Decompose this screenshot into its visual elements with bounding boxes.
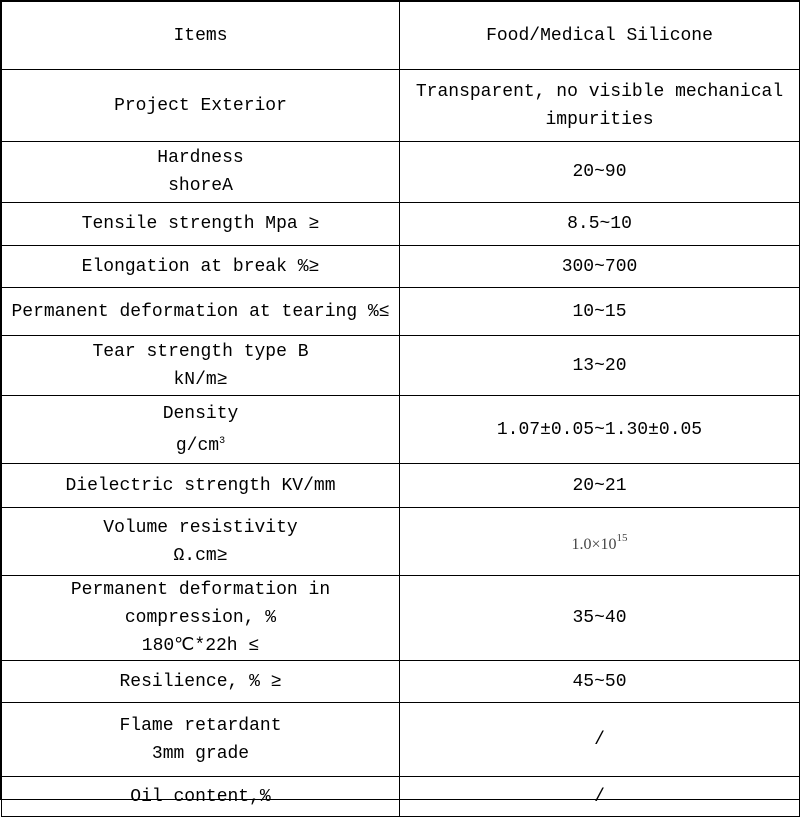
table-row: [2, 508, 800, 576]
value-text: 45~50: [572, 671, 627, 692]
item-text: Permanent deformation at tearing %≤: [11, 301, 390, 322]
value-text: 10~15: [572, 301, 627, 322]
header-value: Food/Medical Silicone: [400, 2, 800, 70]
value-text: 20~21: [572, 475, 627, 496]
item-text: shoreA: [168, 176, 233, 196]
item-cell: [2, 203, 400, 246]
item-text: 180℃*22h ≤: [141, 636, 260, 656]
value-cell: [400, 396, 800, 464]
item-text: 3mm grade: [151, 743, 250, 764]
density-unit: g/cm: [175, 435, 220, 456]
value-cell: [400, 777, 800, 817]
value-text: 35~40: [572, 608, 627, 628]
value-cell: [400, 70, 800, 142]
value-text: impurities: [545, 109, 654, 130]
value-cell: [400, 703, 800, 777]
resistivity-mantissa: 1.0×10: [571, 536, 617, 553]
item-cell: [2, 661, 400, 703]
item-text: Hardness: [157, 148, 244, 168]
value-text: /: [594, 729, 605, 750]
table-row: [2, 464, 800, 508]
item-text: Volume resistivity: [103, 517, 298, 538]
value-cell: [400, 661, 800, 703]
item-text: Density: [162, 403, 239, 424]
resistivity-value: [406, 524, 793, 559]
value-text: /: [594, 786, 605, 807]
item-cell: [2, 336, 400, 396]
item-cell: [2, 396, 400, 464]
table-row: [2, 777, 800, 817]
resistivity-exponent: 15: [616, 532, 628, 544]
spec-table: [1, 1, 800, 817]
item-text: kN/m≥: [173, 369, 228, 390]
item-cell: [2, 246, 400, 288]
item-cell: [2, 703, 400, 777]
item-cell: [2, 576, 400, 661]
value-cell: [400, 508, 800, 576]
value-text: 1.07±0.05~1.30±0.05: [496, 419, 703, 440]
value-cell: [400, 246, 800, 288]
table-row: [2, 576, 800, 661]
item-text: Flame retardant: [119, 715, 282, 736]
table-row: [2, 661, 800, 703]
value-text: 20~90: [572, 162, 627, 182]
value-cell: [400, 336, 800, 396]
table-row: [2, 703, 800, 777]
item-cell: [2, 777, 400, 817]
value-cell: [400, 464, 800, 508]
value-cell: [400, 203, 800, 246]
value-cell: [400, 576, 800, 661]
item-text: Ω.cm≥: [173, 545, 228, 566]
table-row: [2, 142, 800, 203]
table-header-row: [2, 2, 800, 70]
item-cell: [2, 508, 400, 576]
item-text: [8, 428, 393, 460]
item-text: Permanent deformation in compression, %: [70, 580, 331, 628]
value-cell: [400, 288, 800, 336]
item-text: Tear strength type B: [92, 341, 309, 362]
header-items: Items: [2, 2, 400, 70]
table-row: [2, 336, 800, 396]
item-cell: [2, 464, 400, 508]
item-text: Project Exterior: [114, 95, 287, 116]
item-cell: [2, 288, 400, 336]
density-unit-exponent: 3: [219, 435, 226, 447]
value-text: 8.5~10: [567, 214, 632, 234]
table-row: [2, 288, 800, 336]
item-text: Elongation at break %≥: [81, 256, 320, 277]
item-text: Oil content,%: [130, 786, 271, 807]
item-cell: [2, 70, 400, 142]
value-cell: [400, 142, 800, 203]
table-row: [2, 246, 800, 288]
value-text: 300~700: [561, 256, 638, 277]
item-text: Resilience, % ≥: [119, 671, 282, 692]
item-cell: [2, 142, 400, 203]
table-row: [2, 70, 800, 142]
value-text: 13~20: [572, 355, 627, 376]
item-text: Tensile strength Mpa ≥: [81, 214, 320, 234]
table-row: [2, 396, 800, 464]
value-text: Transparent, no visible mechanical: [415, 81, 784, 102]
table-row: [2, 203, 800, 246]
item-text: Dielectric strength KV/mm: [65, 475, 336, 496]
